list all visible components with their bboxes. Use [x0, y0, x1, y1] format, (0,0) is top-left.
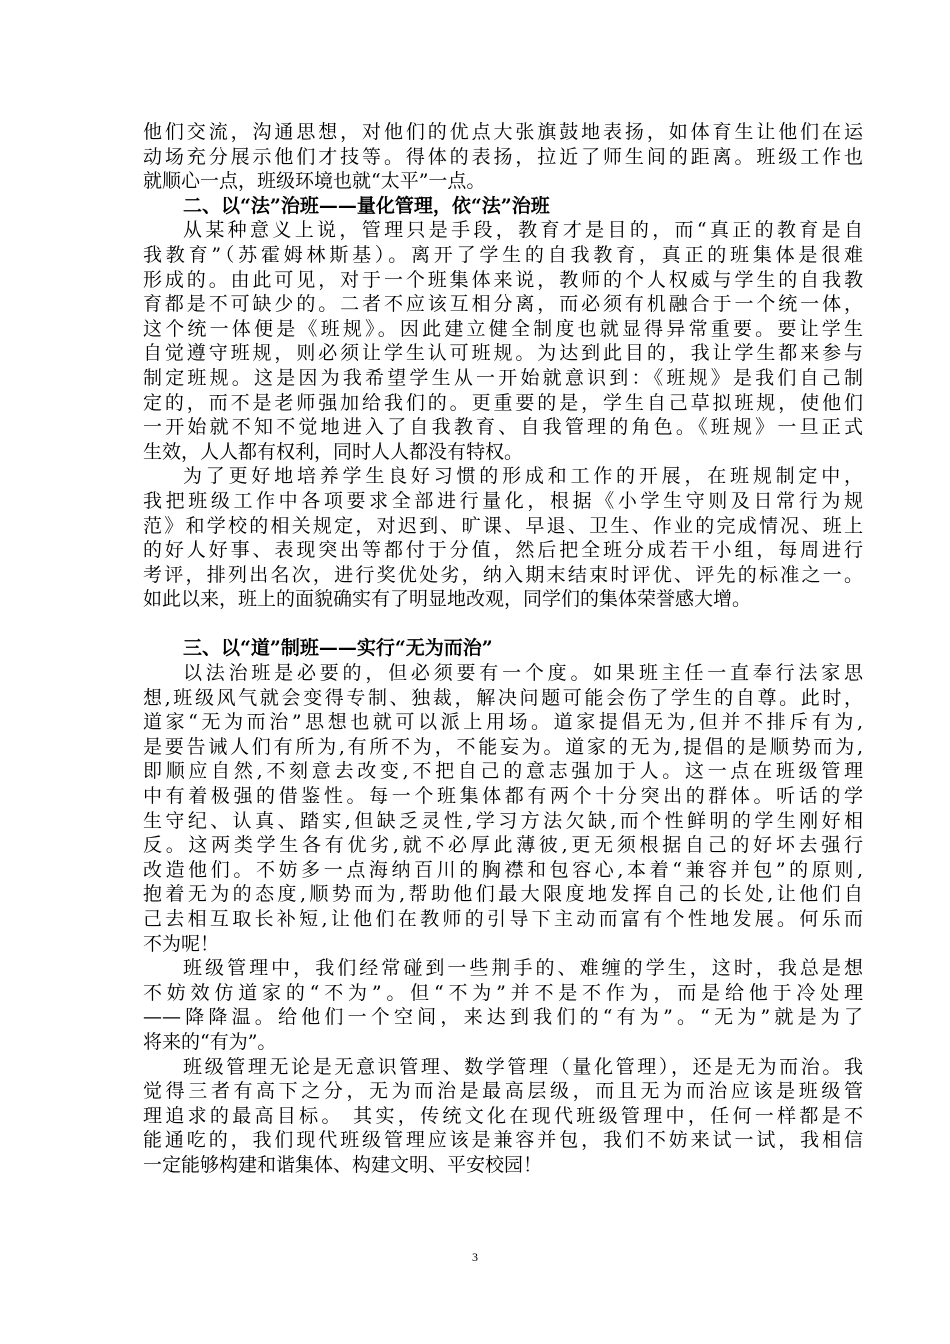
- paragraph: [143, 218, 863, 464]
- text-line: 改造他们。不妨多一点海纳百川的胸襟和包容心,本着“兼容并包”的原则,: [143, 858, 863, 881]
- paragraph: [143, 956, 863, 1054]
- body-text: [143, 120, 863, 1178]
- text-line: 以法治班是必要的，但必须要有一个度。如果班主任一直奉行法家思: [183, 662, 863, 685]
- text-line: 是要告诫人们有所为,有所不为，不能妄为。道家的无为,提倡的是顺势而为,: [143, 735, 863, 758]
- text-line: 育都是不可缺少的。二者不应该互相分离，而必须有机融合于一个统一体，: [143, 293, 863, 316]
- text-line: 一开始就不知不觉地进入了自我教育、自我管理的角色。《班规》一旦正式: [143, 416, 863, 439]
- text-line: 从某种意义上说，管理只是手段，教育才是目的，而“真正的教育是自: [183, 219, 863, 242]
- text-line: 形成的。由此可见，对于一个班集体来说，教师的个人权威与学生的自我教: [143, 268, 863, 291]
- text-line: 己去相互取长补短,让他们在教师的引导下主动而富有个性地发展。何乐而: [143, 908, 863, 930]
- text-line: 反。这两类学生各有优劣,就不必厚此薄彼,更无须根据自己的好坏去强行: [143, 834, 863, 857]
- text-line: 这个统一体便是《班规》。因此建立健全制度也就显得异常重要。要让学生: [143, 317, 863, 340]
- text-line: 生守纪、认真、踏实,但缺乏灵性,学习方法欠缺,而个性鲜明的学生刚好相: [143, 809, 863, 832]
- text-line: 一定能够构建和谐集体、构建文明、平安校园！: [143, 1153, 543, 1176]
- text-line: 他们交流，沟通思想，对他们的优点大张旗鼓地表扬，如体育生让他们在运: [143, 121, 863, 143]
- paragraph: [143, 120, 863, 194]
- text-line: 制定班规。这是因为我希望学生从一开始就意识到：《班规》是我们自己制: [143, 366, 863, 389]
- blank-line: [143, 612, 863, 637]
- text-line: 觉得三者有高下之分，无为而治是最高层级，而且无为而治应该是班级管: [143, 1080, 863, 1103]
- text-line: 生效，人人都有权利，同时人人都没有特权。: [143, 440, 524, 463]
- text-line: 能通吃的，我们现代班级管理应该是兼容并包，我们不妨来试一试，我相信: [143, 1129, 863, 1152]
- text-line: 自觉遵守班规，则必须让学生认可班规。为达到此目的，我让学生都来参与: [143, 342, 863, 365]
- section-heading: 三、以“道”制班——实行“无为而治”: [183, 637, 493, 660]
- text-line: 动场充分展示他们才技等。得体的表扬，拉近了师生间的距离。班级工作也: [143, 145, 863, 168]
- text-line: 理追求的最高目标。 其实，传统文化在现代班级管理中，任何一样都是不: [143, 1104, 863, 1127]
- text-line: 不为呢！: [143, 932, 220, 955]
- text-line: 道家“无为而治”思想也就可以派上用场。道家提倡无为,但并不排斥有为,: [143, 711, 863, 734]
- section-heading: 二、以“法”治班——量化管理，依“法”治班: [183, 194, 550, 217]
- text-line: 就顺心一点，班级环境也就“太平”一点。: [143, 170, 486, 193]
- text-line: 即顺应自然,不刻意去改变,不把自己的意志强加于人。这一点在班级管理: [143, 760, 863, 783]
- page-number: 3: [472, 1250, 478, 1264]
- text-line: 我把班级工作中各项要求全部进行量化，根据《小学生守则及日常行为规: [143, 489, 863, 512]
- text-line: 为了更好地培养学生良好习惯的形成和工作的开展，在班规制定中，: [183, 465, 863, 488]
- text-line: 想,班级风气就会变得专制、独裁，解决问题可能会伤了学生的自尊。此时，: [143, 686, 863, 709]
- paragraph: [143, 1055, 863, 1178]
- text-line: 定的，而不是老师强加给我们的。更重要的是，学生自己草拟班规，使他们: [143, 391, 863, 414]
- text-line: 我教育”（苏霍姆林斯基）。离开了学生的自我教育，真正的班集体是很难: [143, 243, 863, 266]
- text-line: 班级管理无论是无意识管理、数学管理（量化管理），还是无为而治。我: [183, 1055, 863, 1078]
- text-line: 如此以来，班上的面貌确实有了明显地改观，同学们的集体荣誉感大增。: [143, 588, 752, 611]
- text-line: 范》和学校的相关规定，对迟到、旷课、早退、卫生、作业的完成情况、班上: [143, 514, 863, 537]
- paragraph: [143, 661, 863, 956]
- paragraph: [143, 464, 863, 612]
- text-line: 考评，排列出名次，进行奖优处劣，纳入期末结束时评优、评先的标准之一。: [143, 563, 863, 586]
- text-line: 中有着极强的借鉴性。每一个班集体都有两个十分突出的群体。听话的学: [143, 785, 863, 808]
- text-line: 将来的“有为”。: [143, 1030, 277, 1053]
- text-line: 抱着无为的态度,顺势而为,帮助他们最大限度地发挥自己的长处,让他们自: [143, 883, 863, 906]
- text-line: 班级管理中，我们经常碰到一些荆手的、难缠的学生，这时，我总是想: [183, 957, 863, 980]
- text-line: 不妨效仿道家的“不为”。但“不为”并不是不作为，而是给他于冷处理: [143, 981, 863, 1004]
- text-line: ——降降温。给他们一个空间，来达到我们的“有为”。“无为”就是为了: [143, 1006, 863, 1029]
- text-line: 的好人好事、表现突出等都付于分值，然后把全班分成若干小组，每周进行: [143, 539, 863, 562]
